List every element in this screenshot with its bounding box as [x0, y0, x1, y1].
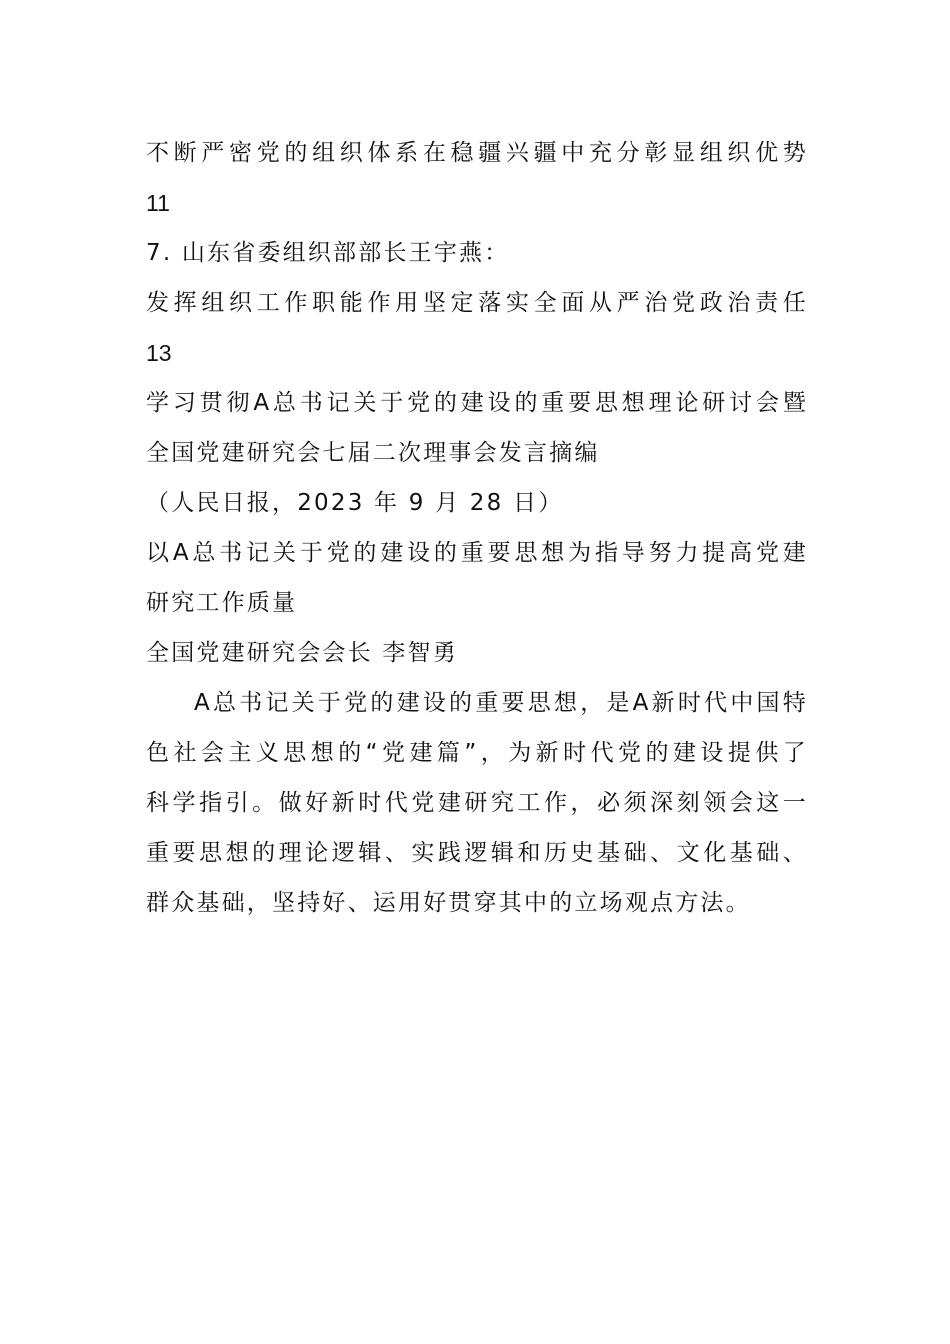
document-content [146, 128, 808, 928]
article-title-line-1: 以A总书记关于党的建设的重要思想为指导努力提高党建 [146, 540, 808, 566]
paragraph-line-2: 色社会主义思想的“党建篇”，为新时代党的建设提供了 [146, 740, 808, 766]
article-title-line-2: 研究工作质量 [146, 590, 298, 616]
article-author: 全国党建研究会会长 李智勇 [146, 640, 458, 666]
toc-entry-6-page: 11 [146, 190, 170, 216]
paragraph-line-5: 群众基础，坚持好、运用好贯穿其中的立场观点方法。 [146, 890, 751, 916]
source-citation: （人民日报，2023 年 9 月 28 日） [146, 490, 564, 516]
toc-entry-7-title: 发挥组织工作职能作用坚定落实全面从严治党政治责任 [146, 290, 808, 316]
paragraph-line-4: 重要思想的理论逻辑、实践逻辑和历史基础、文化基础、 [146, 840, 808, 866]
collection-title-line-1: 学习贯彻A总书记关于党的建设的重要思想理论研讨会暨 [146, 390, 808, 416]
paragraph-line-3: 科学指引。做好新时代党建研究工作，必须深刻领会这一 [146, 790, 808, 816]
toc-entry-7-heading: 7. 山东省委组织部部长王宇燕： [146, 240, 510, 266]
toc-entry-6-title: 不断严密党的组织体系在稳疆兴疆中充分彰显组织优势 [146, 140, 808, 166]
paragraph-line-1: A总书记关于党的建设的重要思想，是A新时代中国特 [194, 690, 808, 716]
collection-title-line-2: 全国党建研究会七届二次理事会发言摘编 [146, 440, 600, 466]
toc-entry-7-page: 13 [146, 340, 172, 366]
